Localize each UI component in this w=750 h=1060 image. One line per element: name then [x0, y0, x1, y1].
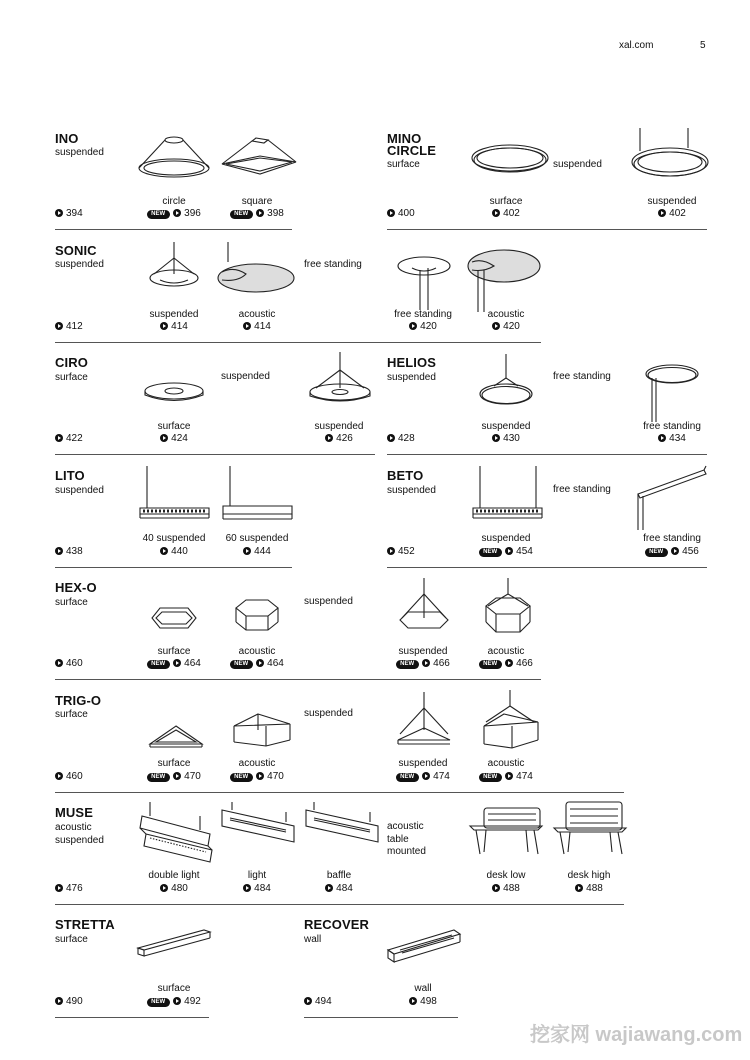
family-sub-trigo: surface — [55, 709, 88, 720]
family-sub-recover: wall — [304, 934, 322, 945]
family-ref-beto[interactable]: 452 — [387, 546, 415, 557]
arrow-icon — [55, 884, 63, 892]
section-divider — [55, 567, 292, 568]
family-sub-stretta: surface — [55, 934, 88, 945]
sonic-acoustic-free-illustration — [468, 240, 544, 315]
item-ref[interactable]: 434 — [627, 433, 717, 444]
family-title-lito: LITO — [55, 468, 85, 483]
family-sub-hexo: surface — [55, 597, 88, 608]
arrow-icon — [492, 884, 500, 892]
item-caption: light — [247, 870, 267, 881]
trigo-suspended-illustration — [396, 690, 452, 752]
section-divider — [387, 454, 707, 455]
item-ref[interactable]: 420 — [461, 321, 551, 332]
arrow-icon — [243, 547, 251, 555]
hexo-acoustic-illustration — [232, 598, 282, 634]
variant-label: free standing — [553, 371, 611, 382]
page-number: 5 — [700, 40, 706, 51]
item-caption: 40 suspended — [142, 533, 206, 544]
arrow-icon — [304, 997, 312, 1005]
family-title-trigo: TRIG-O — [55, 693, 102, 708]
family-title-helios: HELIOS — [387, 355, 436, 370]
arrow-icon — [173, 209, 181, 217]
item-caption: acoustic — [238, 758, 276, 769]
new-badge: NEW — [479, 660, 502, 669]
item-ref[interactable]: 498 — [378, 996, 468, 1007]
arrow-icon — [173, 997, 181, 1005]
arrow-icon — [55, 547, 63, 555]
muse-desk-high-illustration — [552, 800, 628, 858]
new-badge: NEW — [147, 773, 170, 782]
item-caption: acoustic — [238, 646, 276, 657]
family-title-ciro: CIRO — [55, 355, 88, 370]
item-caption: wall — [414, 983, 432, 994]
item-ref[interactable]: NEW 398 — [212, 208, 302, 219]
arrow-icon — [160, 547, 168, 555]
item-ref[interactable]: 414 — [212, 321, 302, 332]
new-badge: NEW — [230, 660, 253, 669]
new-badge: NEW — [479, 548, 502, 557]
item-ref[interactable]: 402 — [627, 208, 717, 219]
arrow-icon — [409, 322, 417, 330]
arrow-icon — [55, 659, 63, 667]
arrow-icon — [422, 772, 430, 780]
arrow-icon — [325, 884, 333, 892]
family-sub-lito: suspended — [55, 485, 104, 496]
item-caption: suspended — [481, 533, 531, 544]
family-ref-sonic[interactable]: 412 — [55, 321, 83, 332]
family-title-beto: BETO — [387, 468, 424, 483]
family-ref-lito[interactable]: 438 — [55, 546, 83, 557]
item-caption: suspended — [398, 758, 448, 769]
arrow-icon — [55, 772, 63, 780]
arrow-icon — [55, 322, 63, 330]
item-ref[interactable]: 424 — [129, 433, 219, 444]
item-caption: desk low — [486, 870, 526, 881]
lito-60-illustration — [220, 464, 296, 524]
arrow-icon — [575, 884, 583, 892]
stretta-surface-illustration — [136, 926, 212, 962]
arrow-icon — [658, 209, 666, 217]
item-caption: acoustic — [487, 309, 525, 320]
arrow-icon — [256, 659, 264, 667]
arrow-icon — [387, 434, 395, 442]
muse-baffle-illustration — [302, 800, 382, 850]
ino-square-illustration — [220, 130, 300, 190]
item-ref[interactable]: 484 — [212, 883, 302, 894]
sonic-suspended-illustration — [140, 240, 210, 300]
item-ref[interactable]: 420 — [378, 321, 468, 332]
arrow-icon — [658, 434, 666, 442]
item-caption: surface — [157, 758, 191, 769]
family-ref-mino[interactable]: 400 — [387, 208, 415, 219]
new-badge: NEW — [147, 998, 170, 1007]
arrow-icon — [55, 209, 63, 217]
muse-double-light-illustration — [136, 800, 216, 866]
family-sub-ciro: surface — [55, 372, 88, 383]
family-sub-sonic: suspended — [55, 259, 104, 270]
item-ref[interactable]: NEW 474 — [378, 771, 468, 782]
item-caption: suspended — [149, 309, 199, 320]
item-ref[interactable]: 414 — [129, 321, 219, 332]
arrow-icon — [492, 434, 500, 442]
section-divider — [55, 679, 541, 680]
ciro-surface-illustration — [142, 378, 206, 408]
hexo-suspended-illustration — [396, 576, 452, 638]
recover-wall-illustration — [386, 926, 462, 968]
arrow-icon — [256, 209, 264, 217]
item-ref[interactable]: 484 — [294, 883, 384, 894]
item-ref[interactable]: 480 — [129, 883, 219, 894]
arrow-icon — [387, 209, 395, 217]
hexo-surface-illustration — [150, 606, 198, 634]
item-caption: suspended — [647, 196, 697, 207]
beto-suspended-illustration — [470, 464, 546, 524]
item-caption: free standing — [394, 309, 452, 320]
arrow-icon — [243, 322, 251, 330]
family-title-muse: MUSE — [55, 805, 93, 820]
trigo-surface-illustration — [148, 724, 204, 750]
section-divider — [304, 1017, 458, 1018]
family-sub-mino: surface — [387, 159, 420, 170]
family-ref-recover[interactable]: 494 — [304, 996, 332, 1007]
ino-circle-illustration — [135, 130, 215, 190]
arrow-icon — [505, 659, 513, 667]
new-badge: NEW — [147, 660, 170, 669]
arrow-icon — [422, 659, 430, 667]
family-ref-helios[interactable]: 428 — [387, 433, 415, 444]
item-caption: acoustic — [487, 758, 525, 769]
ciro-suspended-illustration — [306, 350, 374, 410]
family-ref-ciro[interactable]: 422 — [55, 433, 83, 444]
item-ref[interactable]: NEW 464 — [212, 658, 302, 669]
new-badge: NEW — [645, 548, 668, 557]
variant-label: mounted — [387, 846, 426, 857]
item-ref[interactable]: NEW 396 — [129, 208, 219, 219]
muse-light-illustration — [218, 800, 298, 850]
mino-suspended-illustration — [628, 126, 708, 186]
item-caption: 60 suspended — [225, 533, 289, 544]
item-ref[interactable]: NEW 464 — [129, 658, 219, 669]
section-divider — [387, 567, 707, 568]
helios-suspended-illustration — [474, 352, 538, 410]
family-ref-stretta[interactable]: 490 — [55, 996, 83, 1007]
section-divider — [55, 1017, 209, 1018]
family-sub-helios: suspended — [387, 372, 436, 383]
variant-label: suspended — [304, 708, 353, 719]
helios-free-standing-illustration — [640, 362, 704, 424]
trigo-acoustic-illustration — [232, 712, 292, 748]
item-ref[interactable]: 430 — [461, 433, 551, 444]
item-ref[interactable]: NEW 466 — [461, 658, 551, 669]
family-title-stretta: STRETTA — [55, 917, 115, 932]
section-divider — [55, 454, 375, 455]
item-ref[interactable]: 488 — [544, 883, 634, 894]
section-divider — [55, 229, 292, 230]
arrow-icon — [409, 997, 417, 1005]
family-sub-beto: suspended — [387, 485, 436, 496]
item-caption: suspended — [314, 421, 364, 432]
variant-label: free standing — [304, 259, 362, 270]
arrow-icon — [387, 547, 395, 555]
mino-surface-illustration — [468, 138, 548, 183]
item-ref[interactable]: NEW 470 — [129, 771, 219, 782]
item-ref[interactable]: NEW 492 — [129, 996, 219, 1007]
item-caption: desk high — [567, 870, 611, 881]
item-caption: circle — [162, 196, 186, 207]
item-caption: suspended — [398, 646, 448, 657]
item-caption: free standing — [643, 421, 701, 432]
arrow-icon — [492, 322, 500, 330]
section-divider — [55, 904, 624, 905]
watermark: 挖家网 wajiawang.com — [530, 1024, 743, 1046]
muse-desk-low-illustration — [468, 806, 544, 858]
item-caption: surface — [489, 196, 523, 207]
family-ref-hexo[interactable]: 460 — [55, 658, 83, 669]
arrow-icon — [160, 884, 168, 892]
item-caption: square — [241, 196, 273, 207]
arrow-icon — [505, 547, 513, 555]
family-title-sonic: SONIC — [55, 243, 97, 258]
family-title-recover: RECOVER — [304, 917, 369, 932]
family-title-mino-2: CIRCLE — [387, 143, 436, 158]
new-badge: NEW — [147, 210, 170, 219]
section-divider — [387, 229, 707, 230]
hexo-acoustic-suspended-illustration — [480, 576, 536, 638]
sonic-acoustic-illustration — [218, 240, 298, 300]
item-caption: acoustic — [238, 309, 276, 320]
item-ref[interactable]: NEW 470 — [212, 771, 302, 782]
item-ref[interactable]: NEW 474 — [461, 771, 551, 782]
item-ref[interactable]: 488 — [461, 883, 551, 894]
arrow-icon — [243, 884, 251, 892]
item-caption: double light — [148, 870, 200, 881]
item-ref[interactable]: 402 — [461, 208, 551, 219]
beto-free-standing-illustration — [630, 464, 710, 532]
item-ref[interactable]: 426 — [294, 433, 384, 444]
variant-label: table — [387, 834, 409, 845]
item-caption: free standing — [643, 533, 701, 544]
family-title-mino: MINO — [387, 131, 422, 146]
family-ref-ino[interactable]: 394 — [55, 208, 83, 219]
new-badge: NEW — [230, 210, 253, 219]
arrow-icon — [55, 997, 63, 1005]
family-ref-trigo[interactable]: 460 — [55, 771, 83, 782]
item-caption: surface — [157, 421, 191, 432]
section-divider — [55, 342, 541, 343]
arrow-icon — [492, 209, 500, 217]
variant-label: suspended — [553, 159, 602, 170]
sonic-free-standing-illustration — [392, 248, 462, 313]
variant-label: free standing — [553, 484, 611, 495]
new-badge: NEW — [230, 773, 253, 782]
family-title-ino: INO — [55, 131, 79, 146]
variant-label: suspended — [221, 371, 270, 382]
lito-40-illustration — [137, 464, 213, 524]
family-ref-muse[interactable]: 476 — [55, 883, 83, 894]
item-ref[interactable]: 444 — [212, 546, 302, 557]
variant-label: suspended — [304, 596, 353, 607]
arrow-icon — [173, 772, 181, 780]
item-caption: suspended — [481, 421, 531, 432]
family-sub-ino: suspended — [55, 147, 104, 158]
arrow-icon — [671, 547, 679, 555]
arrow-icon — [55, 434, 63, 442]
new-badge: NEW — [479, 773, 502, 782]
new-badge: NEW — [396, 773, 419, 782]
arrow-icon — [325, 434, 333, 442]
item-ref[interactable]: NEW 456 — [627, 546, 717, 557]
item-ref[interactable]: 440 — [129, 546, 219, 557]
family-sub-muse: acoustic — [55, 822, 92, 833]
item-caption: baffle — [326, 870, 352, 881]
family-title-hexo: HEX-O — [55, 580, 97, 595]
variant-label: acoustic — [387, 821, 424, 832]
site-url[interactable]: xal.com — [619, 40, 654, 51]
section-divider — [55, 792, 624, 793]
arrow-icon — [173, 659, 181, 667]
item-ref[interactable]: NEW 454 — [461, 546, 551, 557]
item-caption: acoustic — [487, 646, 525, 657]
new-badge: NEW — [396, 660, 419, 669]
item-caption: surface — [157, 646, 191, 657]
family-sub-muse-2: suspended — [55, 835, 104, 846]
arrow-icon — [256, 772, 264, 780]
item-caption: surface — [157, 983, 191, 994]
arrow-icon — [505, 772, 513, 780]
arrow-icon — [160, 434, 168, 442]
item-ref[interactable]: NEW 466 — [378, 658, 468, 669]
trigo-acoustic-suspended-illustration — [480, 688, 540, 754]
arrow-icon — [160, 322, 168, 330]
